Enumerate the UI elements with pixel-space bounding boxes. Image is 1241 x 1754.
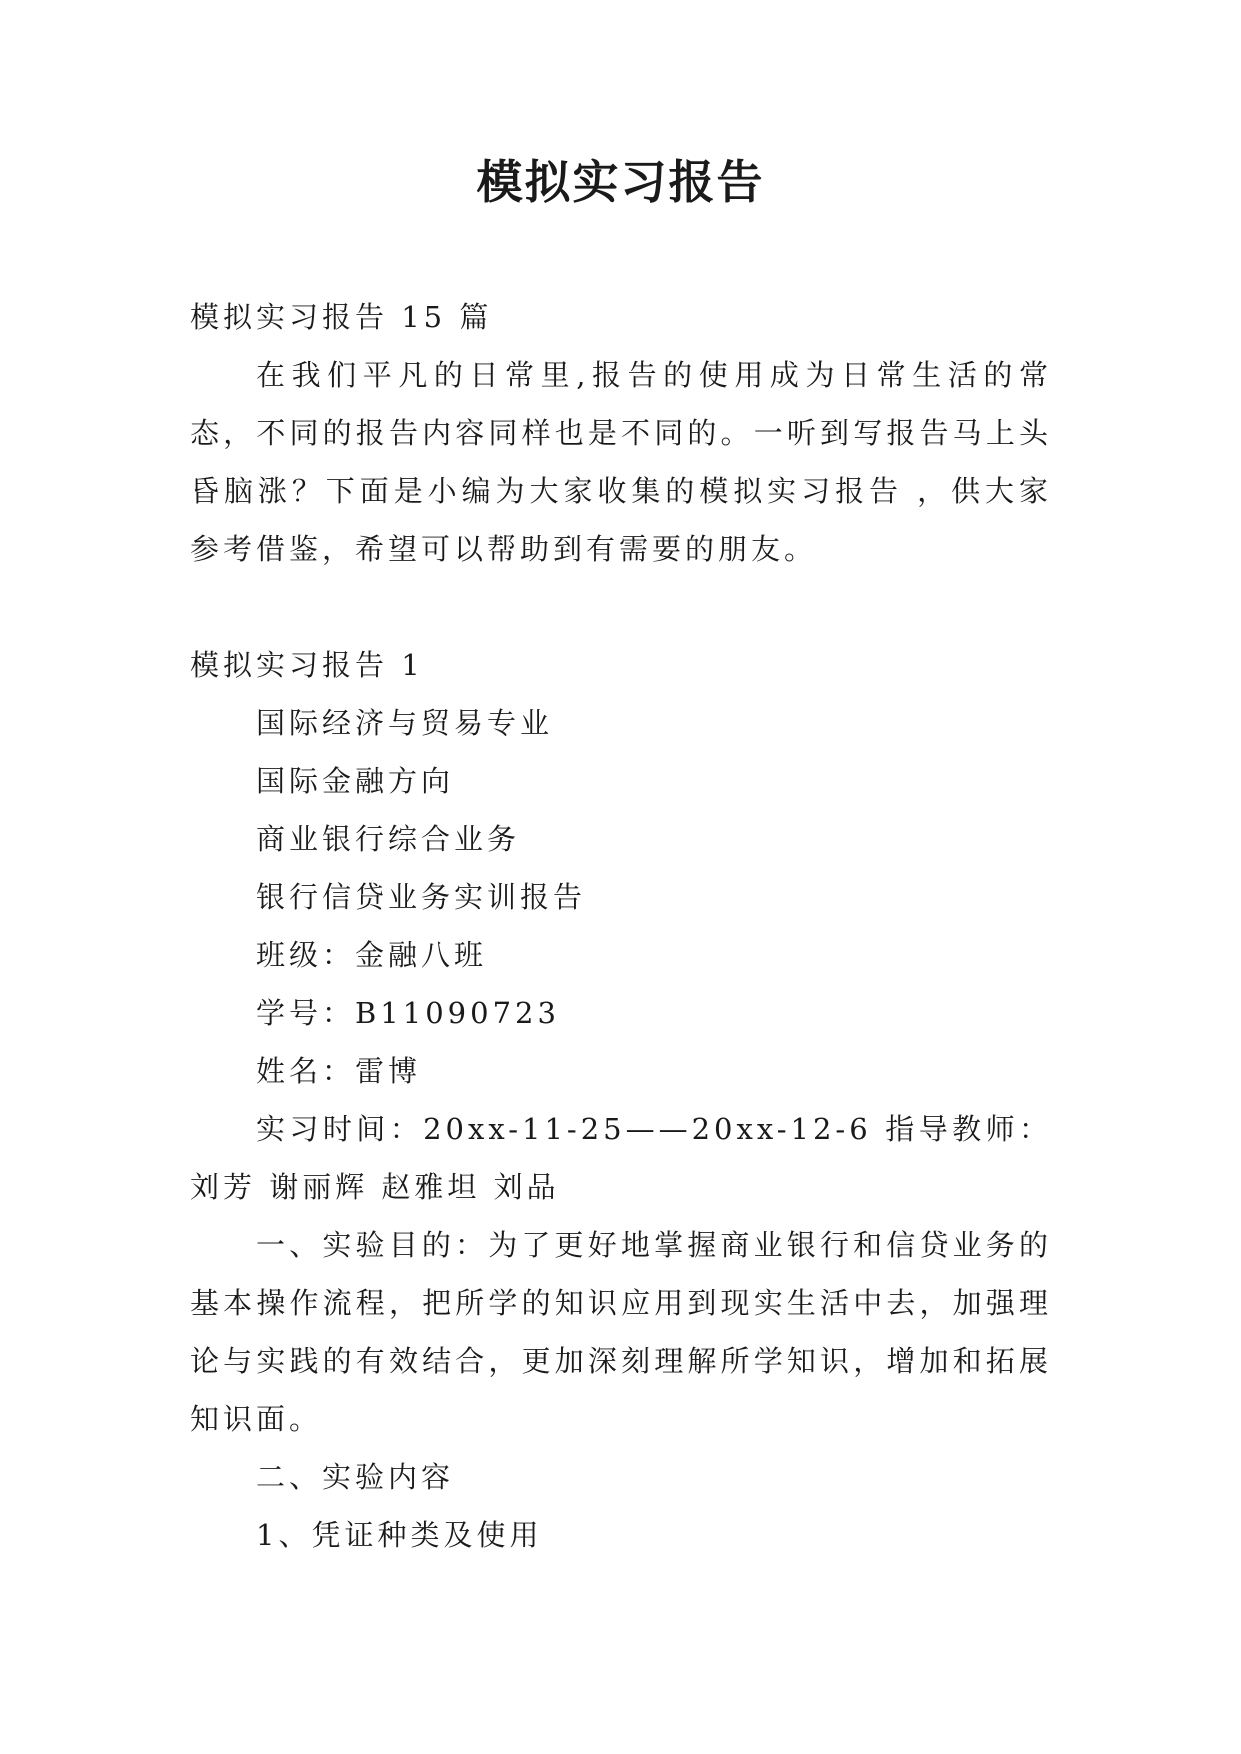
document-body <box>190 288 1052 1564</box>
paragraph-gap <box>190 578 1052 636</box>
major-line: 国际经济与贸易专业 <box>256 706 554 740</box>
time-instructor-line: 实习时间：20xx-11-25——20xx-12-6 指导教师： 刘芳 谢丽辉 赵雅坦 刘品 <box>190 1112 1052 1204</box>
section-heading: 模拟实习报告 1 <box>190 648 424 682</box>
purpose-paragraph: 一、实验目的：为了更好地掌握商业银行和信贷业务的基本操作流程，把所学的知识应用到现实生活中去，加强理论与实践的有效结合，更加深刻理解所学知识，增加和拓展知识面。 <box>190 1228 1052 1436</box>
class-line: 班级：金融八班 <box>256 938 488 972</box>
name-line: 姓名：雷博 <box>256 1054 422 1088</box>
content-item-1: 1、凭证种类及使用 <box>256 1518 543 1552</box>
course-line: 商业银行综合业务 <box>256 822 521 856</box>
report-name-line: 银行信贷业务实训报告 <box>256 880 587 914</box>
content-heading: 二、实验内容 <box>256 1460 455 1494</box>
document-title: 模拟实习报告 <box>476 155 765 209</box>
document-subtitle: 模拟实习报告 15 篇 <box>190 300 493 334</box>
intro-paragraph: 在我们平凡的日常里,报告的使用成为日常生活的常态，不同的报告内容同样也是不同的。一听到写报告马上头昏脑涨？下面是小编为大家收集的模拟实习报告 ，供大家参考借鉴，希望可以帮助到有需要的朋友。 <box>190 358 1052 566</box>
direction-line: 国际金融方向 <box>256 764 455 798</box>
student-id-line: 学号：B11090723 <box>256 996 560 1030</box>
